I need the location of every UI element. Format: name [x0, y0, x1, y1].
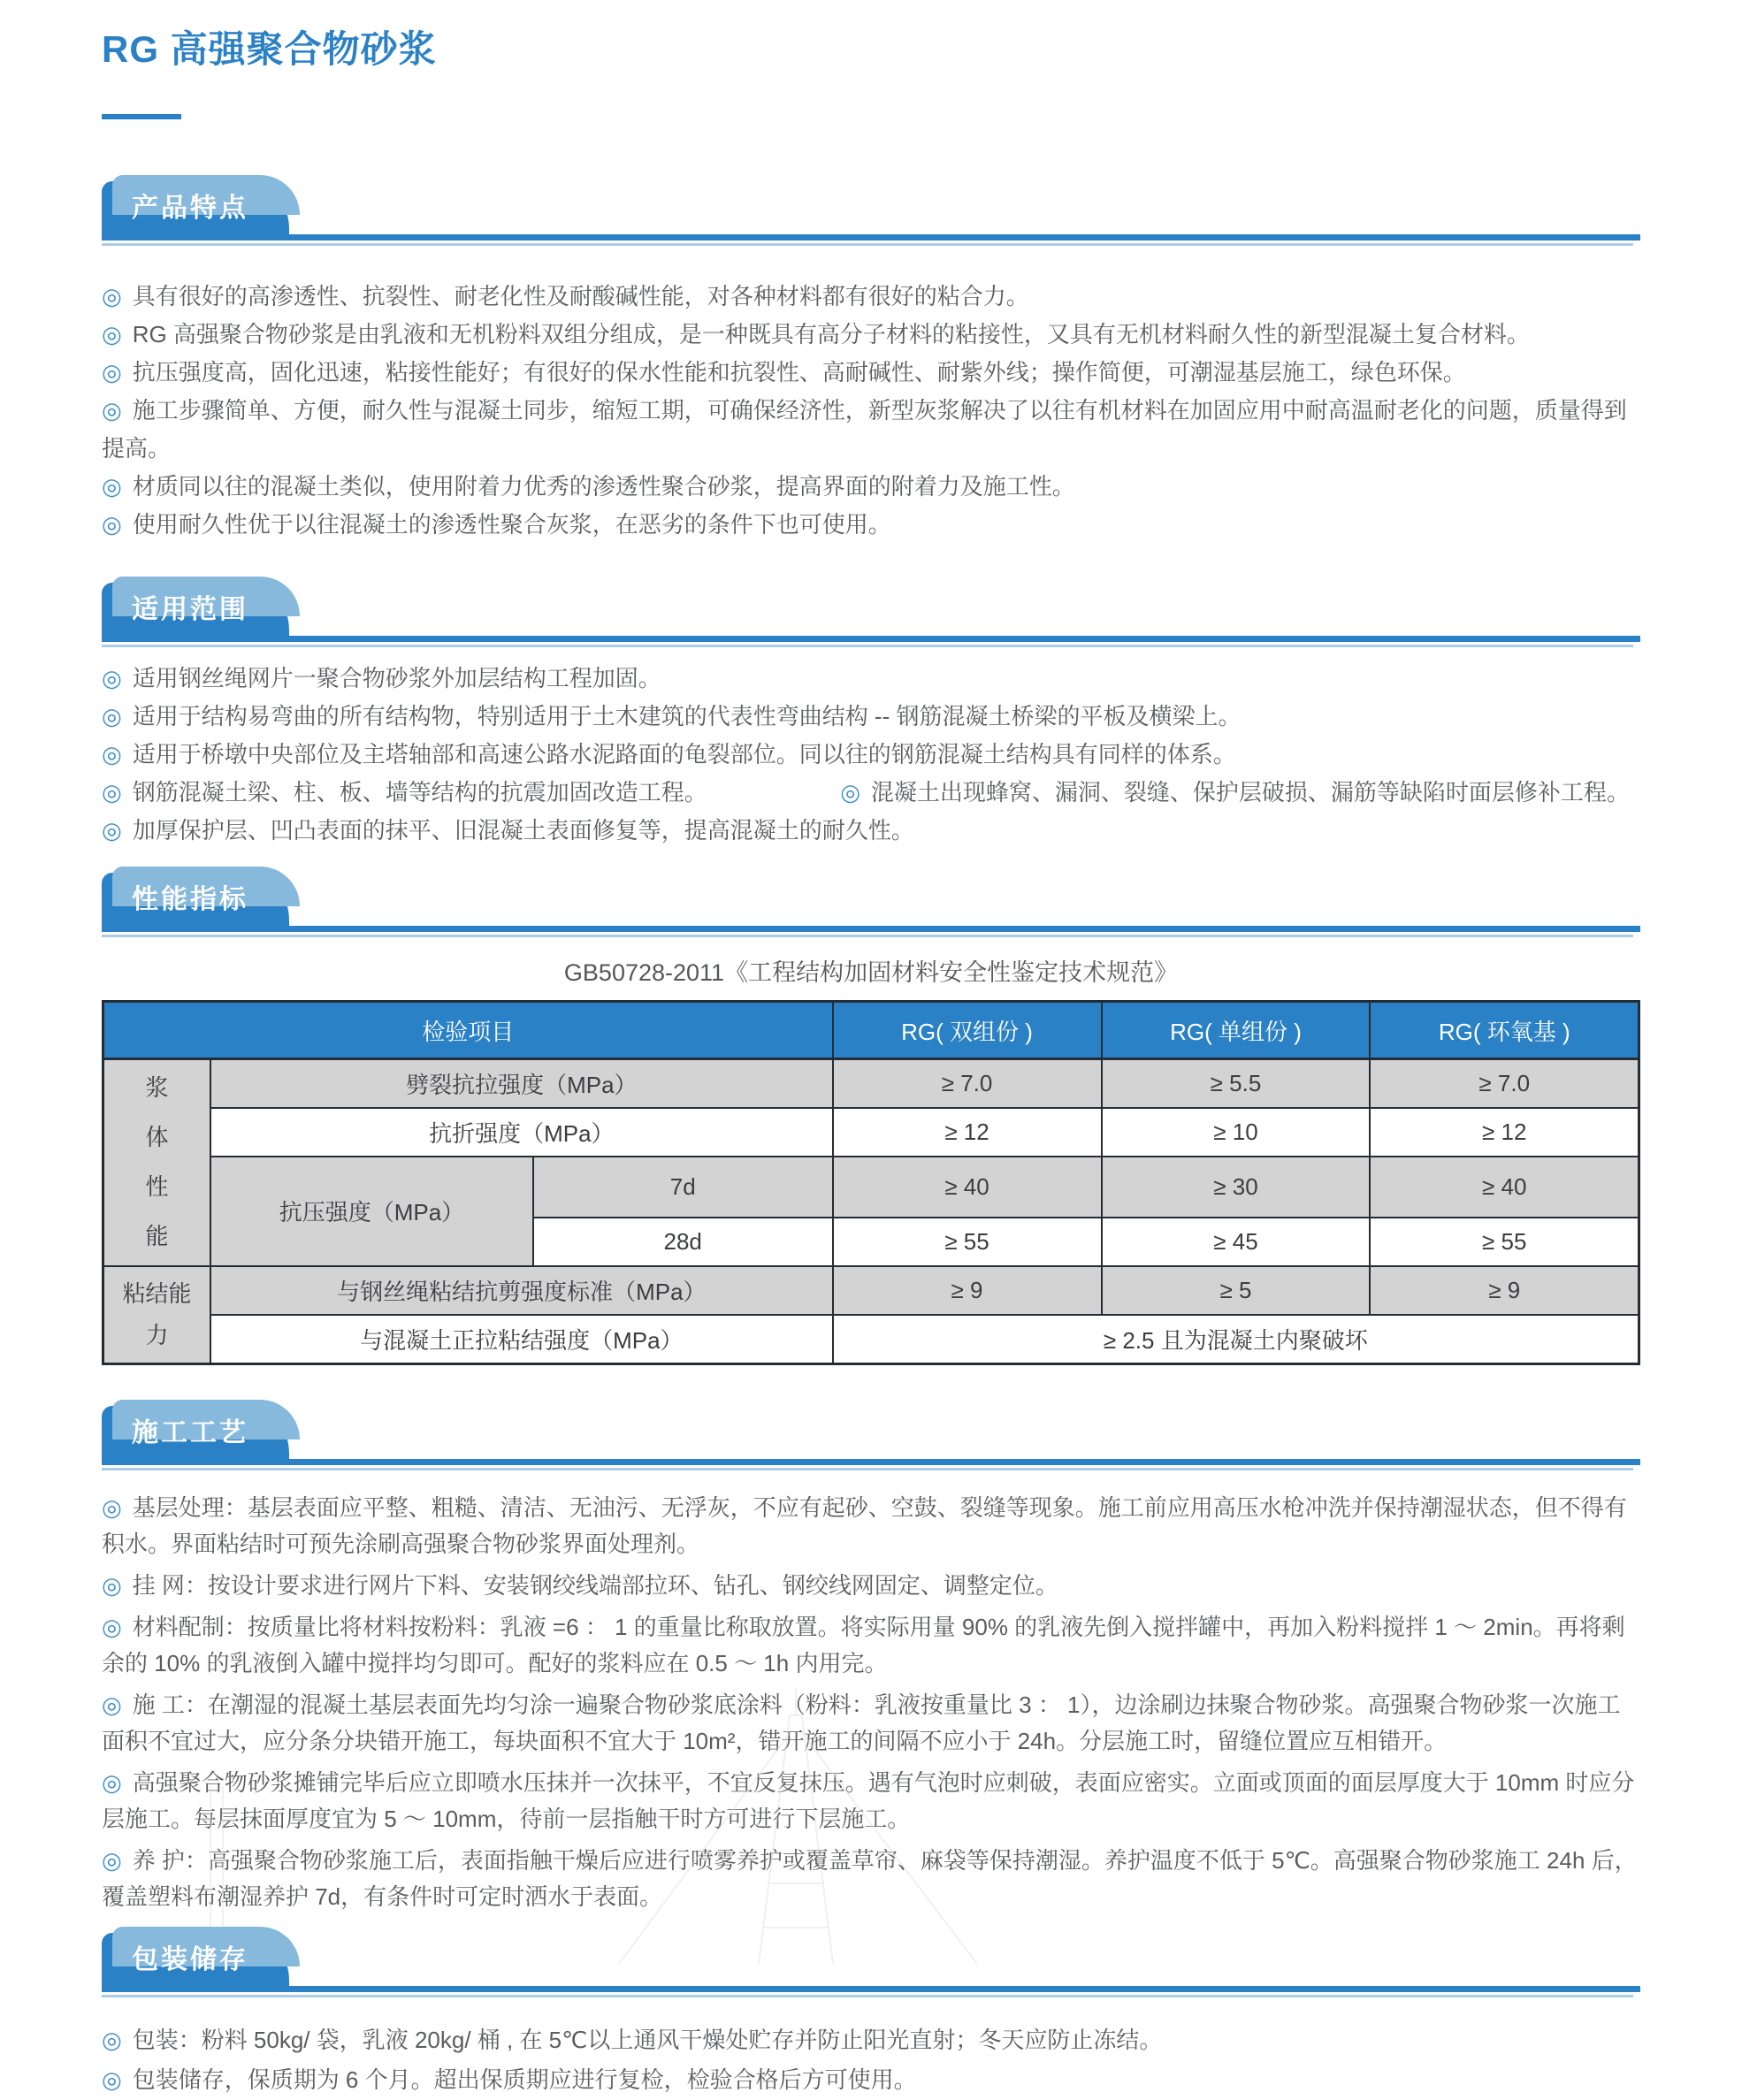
bullet-icon: ◎ [102, 703, 122, 729]
bullet-icon: ◎ [102, 1613, 122, 1640]
section-header-packaging [102, 1933, 1640, 1997]
section-header-performance [102, 873, 1640, 937]
bullet-icon: ◎ [102, 359, 122, 386]
bullet-icon: ◎ [102, 1571, 122, 1599]
cell-value: ≥ 45 [1102, 1218, 1371, 1266]
section-rule [102, 926, 1640, 932]
scope-text: 适用于桥墩中央部位及主塔轴部和高速公路水泥路面的龟裂部位。同以往的钢筋混凝土结构具有同样的体系。 [132, 741, 1236, 767]
construction-text: 施 工：在潮湿的混凝土基层表面先均匀涂一遍聚合物砂浆底涂料（粉料：乳液按重量比 3 ： 1），边涂刷边抹聚合物砂浆。高强聚合物砂浆一次施工面积不宜过大，应分条分块错开施工，每块面积不宜大于 10m²，错开施工的间隔不应小于 24h。分层施工时，留缝位置应互相错开。 [102, 1691, 1621, 1754]
scope-text: 适用于结构易弯曲的所有结构物，特别适用于土木建筑的代表性弯曲结构 -- 钢筋混凝土桥梁的平板及横梁上。 [132, 703, 1242, 729]
section-tab-performance [102, 873, 289, 926]
bullet-icon: ◎ [840, 779, 860, 806]
row-group-label [103, 1266, 211, 1364]
section-rule-light [102, 243, 1633, 246]
section-rule [102, 1986, 1640, 1992]
cell-item: 与混凝土正拉粘结强度（MPa） [210, 1315, 832, 1364]
list-item [102, 736, 1640, 774]
row-group-label [103, 1059, 211, 1266]
cell-value: ≥ 12 [1370, 1108, 1639, 1157]
feature-text: 材质同以往的混凝土类似，使用附着力优秀的渗透性聚合砂浆，提高界面的附着力及施工性。 [132, 473, 1075, 500]
page-title: RG 高强聚合物砂浆 [102, 28, 437, 70]
scope-text: 钢筋混凝土梁、柱、板、墙等结构的抗震加固改造工程。 [132, 779, 707, 806]
cell-value: ≥ 7.0 [1370, 1059, 1639, 1109]
section-title-features: 产品特点 [132, 194, 248, 223]
list-item [840, 774, 1640, 812]
construction-text: 养 护：高强聚合物砂浆施工后，表面指触干燥后应进行喷雾养护或覆盖草帘、麻袋等保持潮湿。养护温度不低于 5℃。高强聚合物砂浆施工 24h 后，覆盖塑料布潮湿养护 7d，有条件时可定时洒水于表面。 [102, 1846, 1638, 1910]
list-item [102, 392, 1640, 468]
section-rule [102, 636, 1640, 642]
list-item [102, 698, 1640, 736]
list-item [102, 660, 1640, 698]
bullet-icon: ◎ [102, 321, 122, 347]
cell-item: 抗折强度（MPa） [210, 1108, 832, 1157]
cell-item: 劈裂抗拉强度（MPa） [210, 1059, 832, 1109]
cell-sub: 7d [533, 1157, 833, 1218]
table-row [103, 1108, 1639, 1157]
list-item [102, 1568, 1640, 1604]
cell-value: ≥ 9 [833, 1266, 1102, 1315]
cell-sub: 28d [533, 1218, 833, 1266]
table-row [103, 1266, 1639, 1315]
section-construction [102, 1406, 1640, 1915]
feature-text: 抗压强度高，固化迅速，粘接性能好；有很好的保水性能和抗裂性、高耐碱性、耐紫外线；操作简便，可潮湿基层施工，绿色环保。 [132, 359, 1466, 386]
cell-value: ≥ 5 [1102, 1266, 1371, 1315]
group-label-text: 浆体性能 [145, 1074, 169, 1249]
section-header-features [102, 181, 1640, 246]
cell-value: ≥ 7.0 [833, 1059, 1102, 1109]
header-cell-col1: RG( 双组份 ) [833, 1002, 1102, 1059]
section-title-performance: 性能指标 [132, 885, 248, 914]
table-row [103, 1059, 1639, 1109]
cell-value: ≥ 9 [1370, 1266, 1639, 1315]
cell-item: 与钢丝绳粘结抗剪强度标准（MPa） [210, 1266, 832, 1315]
list-item [102, 1843, 1640, 1915]
section-tab-packaging [102, 1933, 289, 1986]
section-rule-light [102, 1468, 1633, 1470]
list-item [102, 316, 1640, 354]
section-rule [102, 1459, 1640, 1465]
cell-value: ≥ 55 [833, 1218, 1102, 1266]
feature-text: 使用耐久性优于以往混凝土的渗透性聚合灰浆，在恶劣的条件下也可使用。 [132, 511, 891, 538]
section-rule-light [102, 935, 1633, 937]
construction-text: 挂 网：按设计要求进行网片下料、安装钢绞线端部拉环、钻孔、钢绞线网固定、调整定位。 [132, 1571, 1058, 1599]
bullet-icon: ◎ [102, 1691, 122, 1718]
packaging-list [102, 2020, 1640, 2100]
table-caption: GB50728-2011《工程结构加固材料安全性鉴定技术规范》 [563, 959, 1179, 986]
section-scope [102, 583, 1640, 850]
cell-value: ≥ 12 [833, 1108, 1102, 1157]
cell-value: ≥ 40 [833, 1157, 1102, 1218]
list-item [102, 468, 1640, 506]
section-title-construction: 施工工艺 [132, 1417, 248, 1447]
feature-text: RG 高强聚合物砂浆是由乳液和无机粉料双组分组成，是一种既具有高分子材料的粘接性，又具有无机材料耐久性的新型混凝土复合材料。 [132, 321, 1530, 347]
bullet-icon: ◎ [102, 1846, 122, 1874]
list-item [102, 1490, 1640, 1562]
bullet-icon: ◎ [102, 473, 122, 500]
group-label-text: 粘结能力 [122, 1279, 192, 1348]
section-title-scope: 适用范围 [132, 595, 248, 624]
bullet-icon: ◎ [102, 817, 122, 844]
feature-text: 施工步骤简单、方便，耐久性与混凝土同步，缩短工期，可确保经济性，新型灰浆解决了以往有机材料在加固应用中耐高温耐老化的问题，质量得到提高。 [102, 397, 1627, 462]
section-tab-scope [102, 583, 289, 636]
scope-list [102, 660, 1640, 850]
scope-text: 加厚保护层、凹凸表面的抹平、旧混凝土表面修复等，提高混凝土的耐久性。 [132, 817, 914, 844]
table-row [103, 1315, 1639, 1364]
bullet-icon: ◎ [102, 779, 122, 806]
bullet-icon: ◎ [102, 2066, 122, 2093]
bullet-icon: ◎ [102, 511, 122, 538]
header-cell-col3: RG( 环氧基 ) [1370, 1002, 1639, 1059]
title-underline [102, 114, 181, 119]
list-item [102, 2020, 1640, 2060]
section-rule [102, 234, 1640, 241]
section-rule-light [102, 645, 1633, 647]
list-item [102, 506, 1640, 544]
packaging-text: 包装储存，保质期为 6 个月。超出保质期应进行复检，检验合格后方可使用。 [132, 2066, 917, 2093]
scope-text: 适用钢丝绳网片一聚合物砂浆外加层结构工程加固。 [132, 665, 661, 691]
bullet-icon: ◎ [102, 2026, 122, 2053]
bullet-icon: ◎ [102, 1493, 122, 1521]
performance-table [102, 1000, 1640, 1365]
construction-text: 材料配制：按质量比将材料按粉料：乳液 =6 ： 1 的重量比称取放置。将实际用量 90% 的乳液先倒入搅拌罐中，再加入粉料搅拌 1 ～ 2min。再将剩余的 10% 的乳液倒入罐中搅拌均匀即可。配好的浆料应在 0.5 ～ 1h 内用完。 [102, 1613, 1625, 1676]
table-row [103, 1157, 1639, 1218]
cell-value-merged: ≥ 2.5 且为混凝土内聚破坏 [833, 1315, 1639, 1364]
section-performance [102, 873, 1640, 1365]
list-item [102, 2060, 1640, 2100]
feature-text: 具有很好的高渗透性、抗裂性、耐老化性及耐酸碱性能，对各种材料都有很好的粘合力。 [132, 283, 1029, 309]
section-tab-construction [102, 1406, 289, 1459]
header-cell-item: 检验项目 [103, 1002, 833, 1059]
list-item [102, 774, 840, 812]
construction-text: 高强聚合物砂浆摊铺完毕后应立即喷水压抹并一次抹平，不宜反复抹压。遇有气泡时应刺破，表面应密实。立面或顶面的面层厚度大于 10mm 时应分层施工。每层抹面厚度宜为 5 ～ 10mm，待前一层指触干时方可进行下层施工。 [102, 1768, 1635, 1832]
construction-list [102, 1490, 1640, 1915]
list-item [102, 1765, 1640, 1837]
list-item-double [102, 774, 1640, 812]
list-item [102, 354, 1640, 392]
cell-item: 抗压强度（MPa） [210, 1157, 533, 1266]
bullet-icon: ◎ [102, 665, 122, 691]
table-header-row [103, 1002, 1639, 1059]
section-features [102, 181, 1640, 544]
list-item [102, 1687, 1640, 1760]
cell-value: ≥ 5.5 [1102, 1059, 1371, 1109]
section-title-packaging: 包装储存 [132, 1944, 248, 1974]
list-item [102, 278, 1640, 316]
header-cell-col2: RG( 单组份 ) [1102, 1002, 1371, 1059]
cell-value: ≥ 10 [1102, 1108, 1371, 1157]
construction-text: 基层处理：基层表面应平整、粗糙、清洁、无油污、无浮灰，不应有起砂、空鼓、裂缝等现象。施工前应用高压水枪冲洗并保持潮湿状态，但不得有积水。界面粘结时可预先涂刷高强聚合物砂浆界面处理剂。 [102, 1493, 1627, 1557]
bullet-icon: ◎ [102, 741, 122, 767]
scope-text: 混凝土出现蜂窝、漏洞、裂缝、保护层破损、漏筋等缺陷时面层修补工程。 [870, 779, 1630, 806]
bullet-icon: ◎ [102, 283, 122, 309]
cell-value: ≥ 55 [1370, 1218, 1639, 1266]
section-header-scope [102, 583, 1640, 647]
list-item [102, 1609, 1640, 1682]
section-rule-light [102, 1995, 1633, 1997]
section-packaging [102, 1933, 1640, 2100]
features-list [102, 278, 1640, 544]
list-item [102, 812, 1640, 850]
bullet-icon: ◎ [102, 397, 122, 424]
section-header-construction [102, 1406, 1640, 1470]
packaging-text: 包装：粉料 50kg/ 袋，乳液 20kg/ 桶 , 在 5℃以上通风干燥处贮存并防止阳光直射；冬天应防止冻结。 [132, 2026, 1163, 2053]
section-tab-features [102, 181, 289, 234]
cell-value: ≥ 40 [1370, 1157, 1639, 1218]
cell-value: ≥ 30 [1102, 1157, 1371, 1218]
bullet-icon: ◎ [102, 1768, 122, 1796]
